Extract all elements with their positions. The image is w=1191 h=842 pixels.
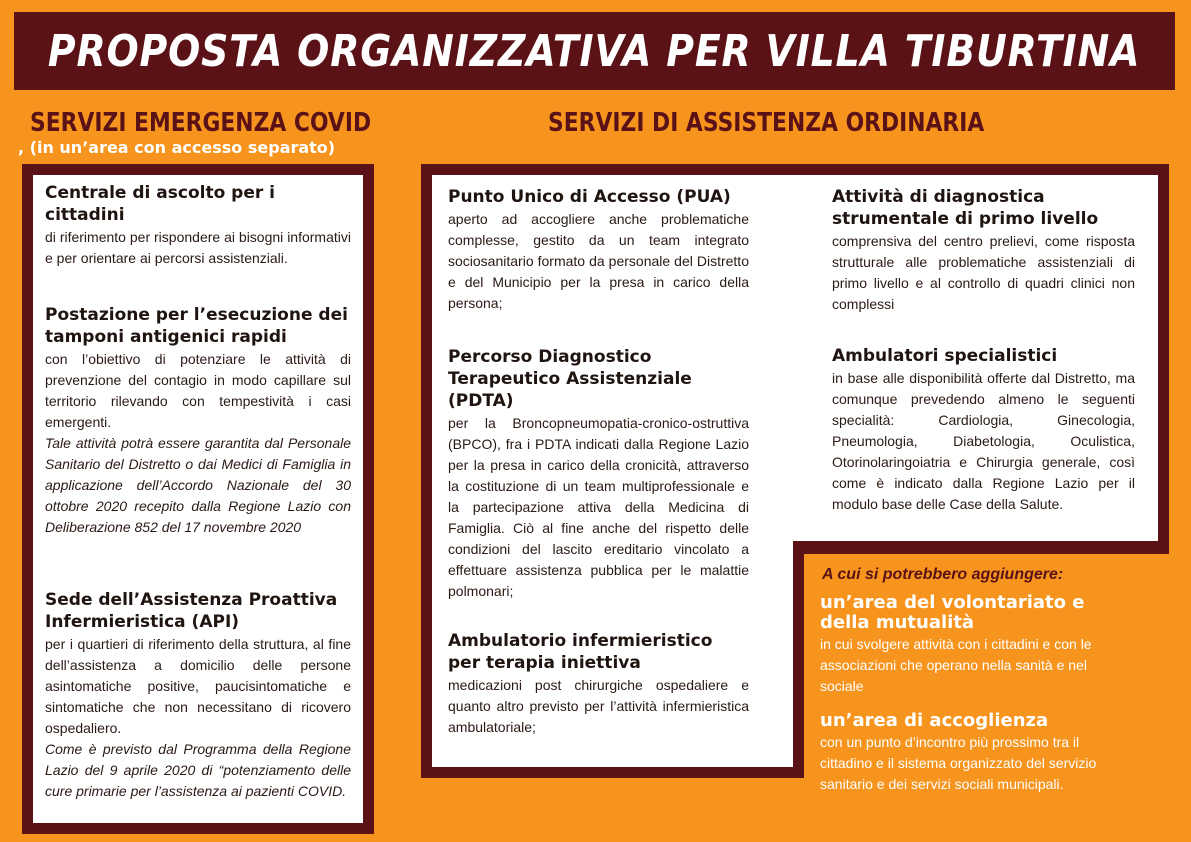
item-title: Ambulatori specialistici (832, 346, 1058, 366)
service-item-rapid-tests (45, 304, 351, 538)
service-item-nursing-clinic (448, 630, 749, 738)
item-body: per i quartieri di riferimento della struttura, al fine dell’assistenza a domicilio delle persone asintomatiche positive, paucisintomatiche e sintomatiche che non necessitano di ricovero ospedaliero. (45, 636, 351, 736)
item-title: Ambulatorio infermieristico per terapia iniettiva (448, 631, 713, 673)
left-section-subheading: , (in un’area con accesso separato) (18, 138, 336, 157)
addition-title: un’area di accoglienza (820, 710, 1049, 731)
item-body: in base alle disponibilità offerte dal Distretto, ma comunque prevedendo almeno le seguenti specialità: Cardiologia, Ginecologia, Pneumologia, Diabetologia, Oculistica, Otorinolaringoiatria e Chirurgia generale, così come è indicato dalla Regione Lazio per il modulo base delle Case della Salute. (832, 370, 1135, 512)
addition-title: un’area del volontariato e della mutualità (820, 592, 1085, 633)
item-body: con l’obiettivo di potenziare le attività di prevenzione del contagio in modo capillare sul territorio rilevando con tempestività i casi emergenti. (45, 351, 351, 430)
additions-lead: A cui si potrebbero aggiungere: (822, 566, 1064, 583)
item-body: medicazioni post chirurgiche ospedaliere e quanto altro previsto per l’attività infermieristica ambulatoriale; (448, 677, 749, 735)
item-note: Tale attività potrà essere garantita dal Personale Sanitario del Distretto o dai Medici di Famiglia in applicazione dell’Accordo Nazionale del 30 ottobre 2020 recepito dalla Regione Lazio con Deliberazione 852 del 17 novembre 2020 (45, 435, 351, 535)
title-banner (14, 12, 1175, 90)
item-body: comprensiva del centro prelievi, come risposta strutturale alle problematiche assistenziali di primo livello e al controllo di quadri clinici non complessi (832, 233, 1135, 312)
item-title: Percorso Diagnostico Terapeutico Assistenziale (PDTA) (448, 347, 692, 411)
addition-welcome-area (820, 711, 1120, 795)
service-item-api (45, 589, 351, 802)
item-body: per la Broncopneumopatia-cronico-ostruttiva (BPCO), fra i PDTA indicati dalla Regione Lazio per la presa in carico della cronicità, attraverso la costituzione di un team multiprofessionale e la partecipazione attiva della Medicina di Famiglia. Ciò al fine anche del rispetto delle condizioni del lascito ereditario vincolato a effettuare assistenza pubblica per le malattie polmonari; (448, 415, 749, 599)
right-section-heading: SERVIZI DI ASSISTENZA ORDINARIA (548, 108, 985, 138)
left-section-heading: SERVIZI EMERGENZA COVID (30, 108, 372, 138)
service-item-specialist-clinics (832, 345, 1135, 515)
item-title: Postazione per l’esecuzione dei tamponi antigenici rapidi (45, 305, 348, 347)
addition-body: con un punto d’incontro più prossimo tra il cittadino e il sistema organizzato del servizio sanitario e dei servizi sociali municipali. (820, 734, 1097, 792)
item-title: Attività di diagnostica strumentale di primo livello (832, 187, 1099, 229)
item-body: di riferimento per rispondere ai bisogni informativi e per orientare ai percorsi assistenziali. (45, 229, 351, 266)
addition-body: in cui svolgere attività con i cittadini e con le associazioni che operano nella sanità e nel sociale (820, 636, 1092, 694)
item-title: Sede dell’Assistenza Proattiva Infermieristica (API) (45, 590, 338, 632)
page-title: PROPOSTA ORGANIZZATIVA PER VILLA TIBURTINA (48, 25, 1141, 77)
service-item-pua (448, 186, 749, 314)
service-item-pdta (448, 346, 749, 602)
item-title: Punto Unico di Accesso (PUA) (448, 187, 731, 207)
service-item-listening-center (45, 182, 351, 269)
service-item-diagnostics (832, 186, 1135, 315)
item-title: Centrale di ascolto per i cittadini (45, 183, 276, 225)
addition-volunteering-area (820, 593, 1120, 697)
item-body: aperto ad accogliere anche problematiche complesse, gestito da un team integrato sociosanitario formato da personale del Distretto e del Municipio per la presa in carico della persona; (448, 211, 749, 311)
item-note: Come è previsto dal Programma della Regione Lazio del 9 aprile 2020 di “potenziamento delle cure primarie per l’assistenza ai pazienti COVID. (45, 741, 351, 799)
